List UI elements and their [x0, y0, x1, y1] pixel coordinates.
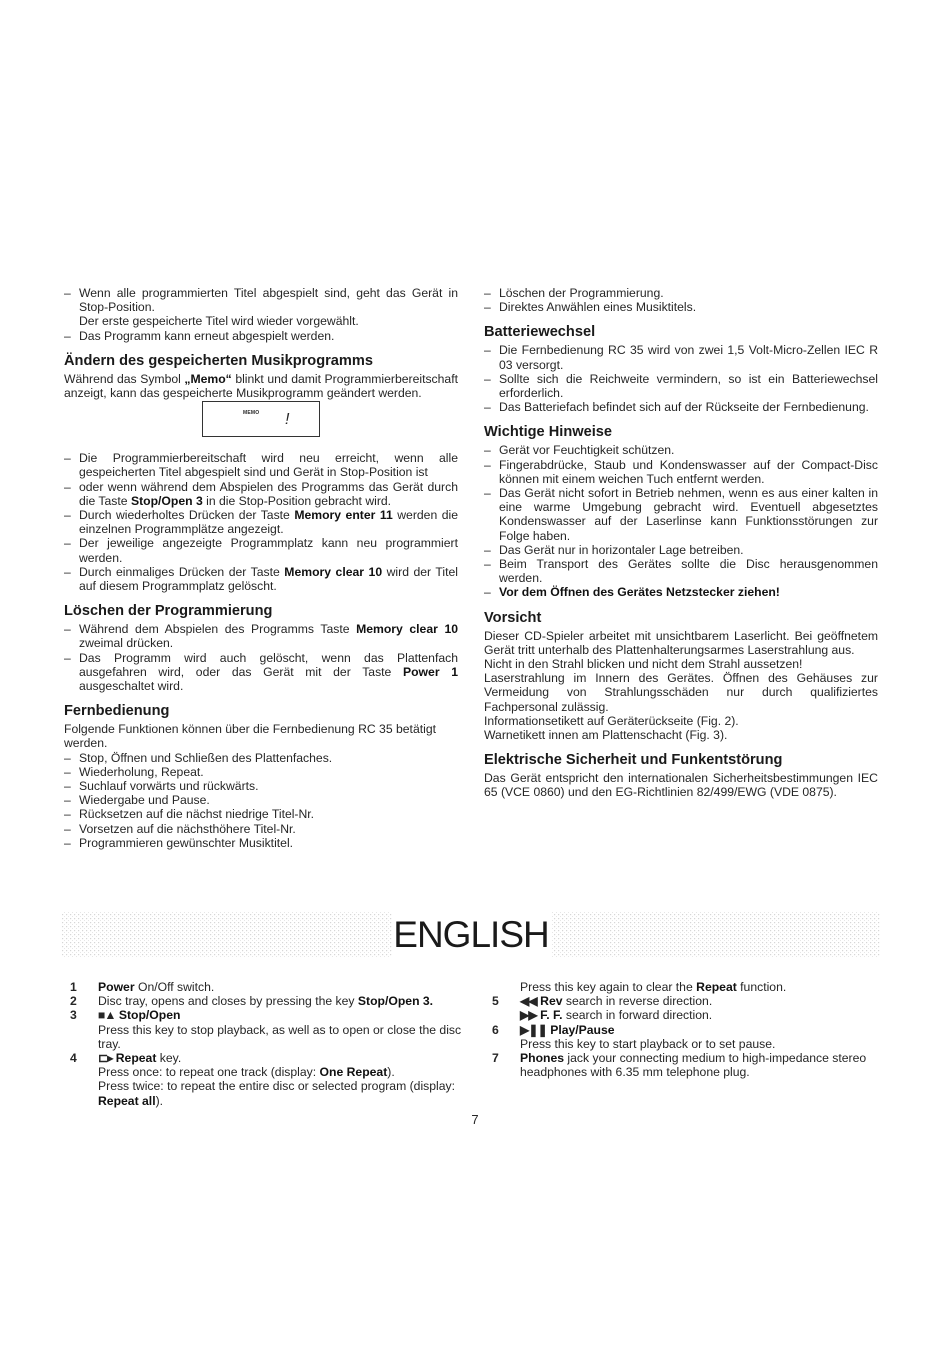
vorsicht-paragraph-4: Informationsetikett auf Geräterückseite (Fig. 2). [484, 713, 739, 728]
memo-label: MEMO [243, 410, 260, 417]
section-paragraph: Während das Symbol „Memo“ blinkt und damit Programmierbereitschaft anzeigt, kann das gespeicherte Musikprogramm geändert werden. [64, 371, 458, 401]
fast-forward-icon: ▶▶ [520, 1008, 537, 1023]
function-list-cont [484, 286, 878, 314]
english-right-column [492, 980, 884, 1079]
list-item: – Während dem Abspielen des Programms Taste Memory clear 10 zweimal drücken. [64, 622, 458, 650]
right-column [484, 286, 878, 800]
list-item: – Wiederholung, Repeat. [64, 765, 458, 779]
list-item: 2 Disc tray, opens and closes by pressing the key Stop/Open 3. [70, 994, 434, 1009]
list-item: – Direktes Anwählen eines Musiktitels. [484, 300, 878, 314]
rewind-icon: ◀◀ [520, 994, 537, 1009]
section-heading-sicherheit: Elektrische Sicherheit und Funkentstörung [484, 752, 783, 769]
list-item: – Wiedergabe und Pause. [64, 793, 458, 807]
list-item: – Das Gerät nur in horizontaler Lage betreiben. [484, 543, 878, 557]
list-item: – Stop, Öffnen und Schließen des Plattenfaches. [64, 751, 458, 765]
section-heading-loeschen: Löschen der Programmierung [64, 603, 273, 620]
english-section-title: ENGLISH [393, 914, 549, 955]
vorsicht-paragraph-1: Dieser CD-Spieler arbeitet mit unsichtbarem Laserlicht. Bei geöffnetem Gerät tritt unterhalb des Plattenhalterungsarmes Laserstrahlung aus. [484, 628, 878, 657]
list-item: – Das Programm kann erneut abgespielt werden. [64, 329, 458, 343]
stop-open-icon: ■▲ [98, 1008, 116, 1023]
list-item: – Das Gerät nicht sofort in Betrieb nehmen, wenn es aus einer kalten in eine warme Umgebung gebracht wird. Eventuell abgesetztes Kondenswasser auf der Laserlinse kann Funktionsstörungen zur Folge haben. [484, 486, 878, 543]
english-left-column [70, 980, 462, 1108]
loeschen-list [64, 622, 458, 693]
list-item: – Beim Transport des Gerätes sollte die Disc herausgenommen werden. [484, 557, 878, 585]
aendern-list [64, 451, 458, 593]
list-item-warning: – Vor dem Öffnen des Gerätes Netzstecker ziehen! [484, 585, 878, 599]
display-digit: ! [285, 411, 290, 429]
list-item: – Löschen der Programmierung. [484, 286, 878, 300]
vorsicht-paragraph-2: Nicht in den Strahl blicken und nicht dem Strahl aussetzen! [484, 657, 803, 672]
list-item: – Die Programmierbereitschaft wird neu erreicht, wenn alle gespeicherten Titel abgespielt sind und Gerät in Stop-Position ist [64, 451, 458, 479]
list-item: – Rücksetzen auf die nächst niedrige Titel-Nr. [64, 807, 458, 821]
left-column [64, 286, 458, 850]
list-item: – Sollte sich die Reichweite vermindern, so ist ein Batteriewechsel erforderlich. [484, 372, 878, 400]
hinweise-list [484, 443, 878, 599]
list-item: – Programmieren gewünschter Musiktitel. [64, 836, 458, 850]
page-number: 7 [471, 1112, 479, 1127]
fernbedienung-list [64, 751, 458, 850]
list-item: – Das Programm wird auch gelöscht, wenn das Plattenfach ausgefahren wird, oder das Gerät mit der Taste Power 1 ausgeschaltet wird. [64, 651, 458, 694]
list-item: – Das Batteriefach befindet sich auf der Rückseite der Fernbedienung. [484, 400, 878, 414]
intro-list-2 [64, 329, 458, 343]
section-heading-vorsicht: Vorsicht [484, 609, 542, 626]
section-heading-aendern: Ändern des gespeicherten Musikprogramms [64, 352, 373, 369]
sicherheit-paragraph: Das Gerät entspricht den internationalen Sicherheitsbestimmungen IEC 65 (VCE 0860) und den EG-Richtlinien 82/499/EWG (VDE 0875). [484, 771, 878, 800]
section-paragraph: Folgende Funktionen können über die Fernbedienung RC 35 betätigt werden. [64, 722, 436, 751]
list-item: 7 Phones jack your connecting medium to high-impedance stereo headphones with 6.35 mm telephone plug. [492, 1051, 867, 1080]
section-heading-hinweise: Wichtige Hinweise [484, 424, 612, 441]
english-banner [62, 906, 880, 964]
list-item: – Die Fernbedienung RC 35 wird von zwei 1,5 Volt-Micro-Zellen IEC R 03 versorgt. [484, 343, 878, 371]
list-item: – Der jeweilige angezeigte Programmplatz kann neu programmiert werden. [64, 536, 458, 564]
list-item: – Durch wiederholtes Drücken der Taste Memory enter 11 werden die einzelnen Programmplätze angezeigt. [64, 508, 458, 536]
list-item: – Fingerabdrücke, Staub und Kondenswasser auf der Compact-Disc können mit einem weichen Tuch entfernt werden. [484, 458, 878, 486]
list-item: 5 ◀◀ Rev search in reverse direction. ▶▶ F. F. search in forward direction. [492, 994, 713, 1023]
list-item: – Wenn alle programmierten Titel abgespielt sind, geht das Gerät in Stop-Position. [64, 286, 458, 314]
vorsicht-paragraph-3: Laserstrahlung im Innern des Gerätes. Öffnen des Gehäuses zur Vermeidung von Strahlungsschäden nur durch qualifiziertes Fachpersonal zulässig. [484, 671, 878, 714]
controls-list-cont [492, 980, 884, 1079]
batterie-list [484, 343, 878, 414]
list-item: 1 Power On/Off switch. [70, 980, 215, 994]
section-heading-batteriewechsel: Batteriewechsel [484, 324, 596, 341]
list-item: 4 ⊏▸ Repeat key. Press once: to repeat one track (display: One Repeat). Press twice: to repeat the entire disc or selected program (display: Repeat all). [70, 1051, 455, 1108]
list-item: – oder wenn während dem Abspielen des Programms das Gerät durch die Taste Stop/Open 3 in die Stop-Position gebracht wird. [64, 480, 458, 508]
memo-display-illustration [202, 401, 320, 437]
repeat-icon: ⊏▸ [98, 1051, 113, 1066]
list-item: 3 ■▲ Stop/Open Press this key to stop playback, as well as to open or close the disc tray. [70, 1008, 462, 1051]
list-item: – Durch einmaliges Drücken der Taste Memory clear 10 wird der Titel auf diesem Programmplatz gelöscht. [64, 565, 458, 593]
section-heading-fernbedienung: Fernbedienung [64, 703, 170, 720]
vorsicht-paragraph-5: Warnetikett innen am Plattenschacht (Fig. 3). [484, 728, 728, 743]
list-item: – Suchlauf vorwärts und rückwärts. [64, 779, 458, 793]
list-item: – Vorsetzen auf die nächsthöhere Titel-Nr. [64, 822, 458, 836]
intro-note: Der erste gespeicherte Titel wird wieder vorgewählt. [79, 314, 359, 329]
list-item: 6 ▶❚❚ Play/Pause Press this key to start playback or to set pause. [492, 1022, 776, 1051]
play-pause-icon: ▶❚❚ [520, 1022, 547, 1037]
controls-list [70, 980, 462, 1108]
list-item-continuation: Press this key again to clear the Repeat function. [520, 980, 787, 994]
list-item: – Gerät vor Feuchtigkeit schützen. [484, 443, 878, 457]
intro-list [64, 286, 458, 314]
